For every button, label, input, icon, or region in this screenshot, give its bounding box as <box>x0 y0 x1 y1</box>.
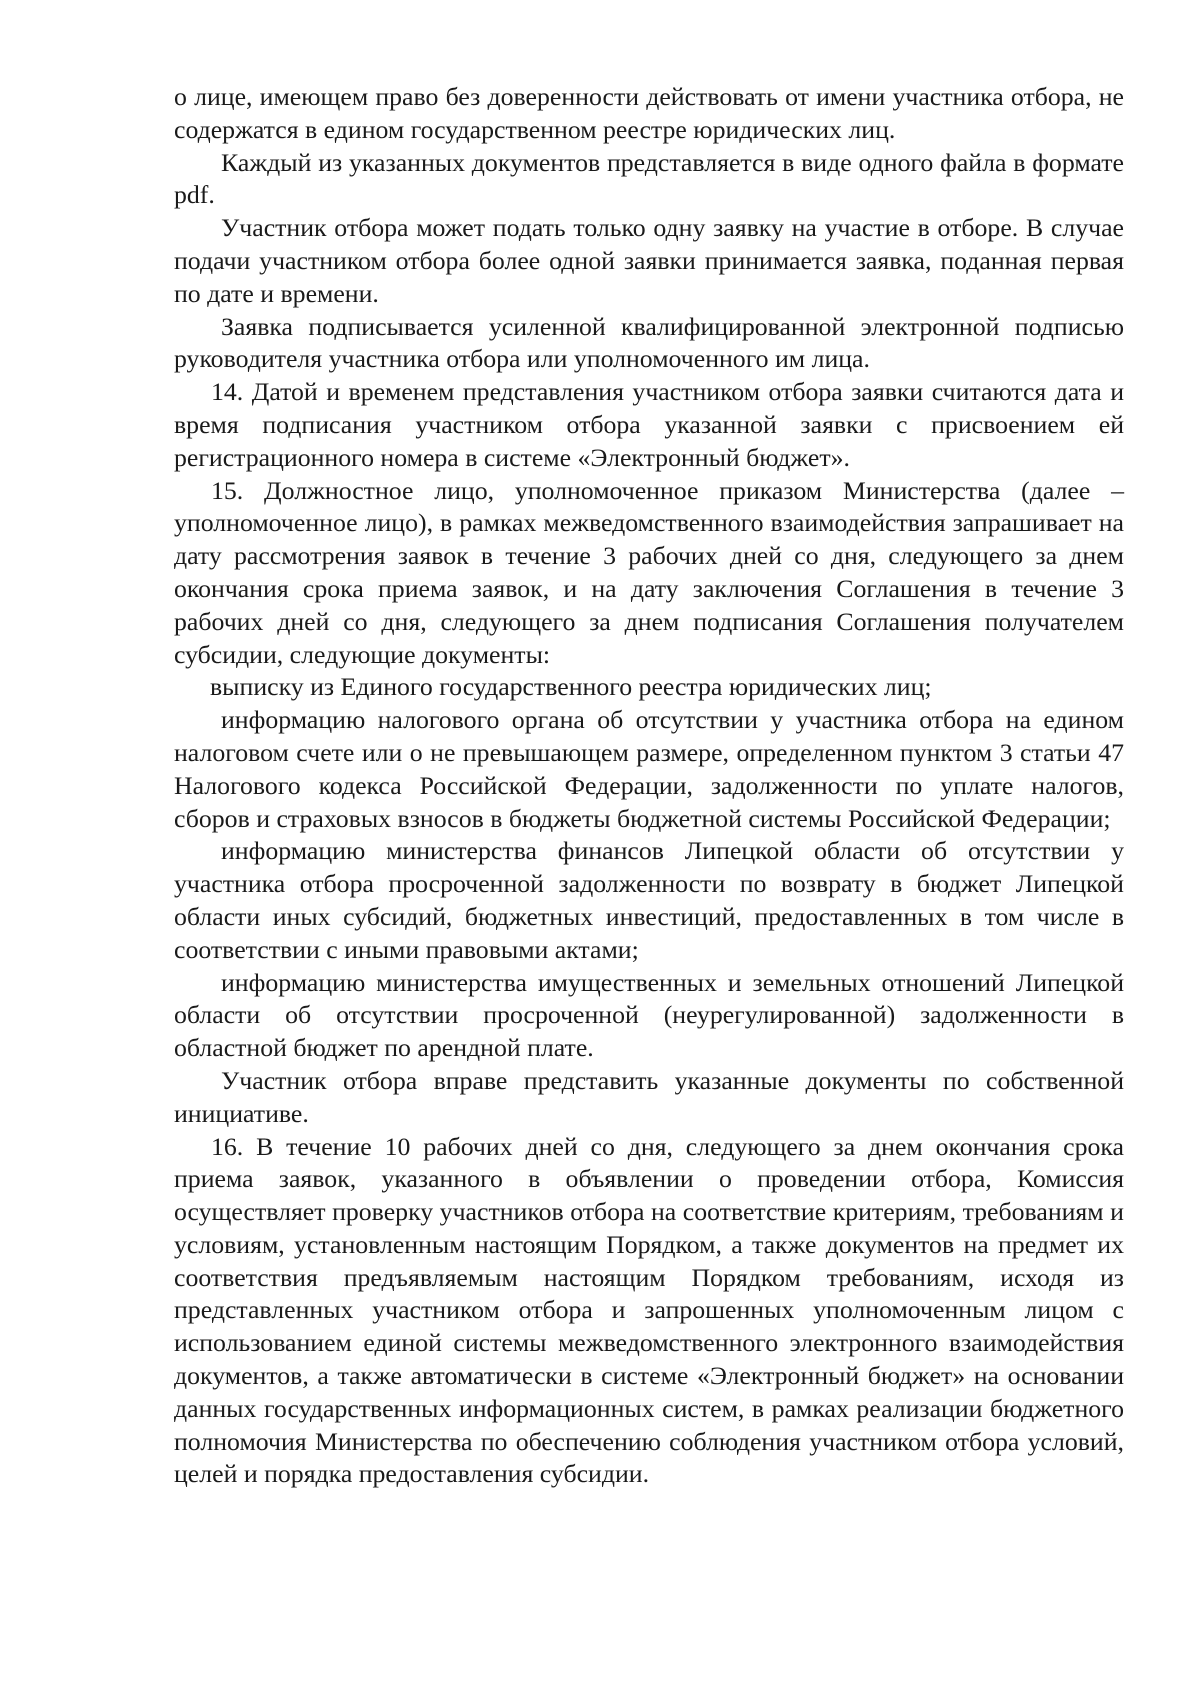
paragraph-item-15: 15. Должностное лицо, уполномоченное приказом Министерства (далее – уполномоченное лицо), в рамках межведомственного взаимодействия запрашивает на дату рассмотрения заявок в течение 3 рабочих дней со дня, следующего за днем окончания срока приема заявок, и на дату заключения Соглашения в течение 3 рабочих дней со дня, следующего за днем подписания Соглашения получателем субсидии, следующие документы: <box>174 475 1124 669</box>
paragraph-tax-info: информацию налогового органа об отсутствии у участника отбора на едином налоговом счете или о не превышающем размере, определенном пунктом 3 статьи 47 Налогового кодекса Российской Федерации, задолженности по уплате налогов, сборов и страховых взносов в бюджеты бюджетной системы Российской Федерации; <box>174 705 1124 833</box>
paragraph-registry-extract: выписку из Единого государственного реестра юридических лиц; <box>210 672 932 702</box>
paragraph-signature: Заявка подписывается усиленной квалифицированной электронной подписью руководителя участника отбора или уполномоченного им лица. <box>174 311 1124 374</box>
paragraph-property-info: информацию министерства имущественных и земельных отношений Липецкой области об отсутствии просроченной (неурегулированной) задолженности в областной бюджет по арендной плате. <box>174 967 1124 1063</box>
paragraph-single-application: Участник отбора может подать только одну заявку на участие в отборе. В случае подачи участником отбора более одной заявки принимается заявка, поданная первая по дате и времени. <box>174 213 1124 308</box>
paragraph-file-format: Каждый из указанных документов представляется в виде одного файла в формате pdf. <box>174 147 1124 210</box>
paragraph-item-14: 14. Датой и временем представления участником отбора заявки считаются дата и время подписания участником отбора указанной заявки с присвоением ей регистрационного номера в системе «Электронный бюджет». <box>174 377 1124 472</box>
paragraph-own-initiative: Участник отбора вправе представить указанные документы по собственной инициативе. <box>174 1065 1124 1128</box>
paragraph-continuation: о лице, имеющем право без доверенности действовать от имени участника отбора, не содержатся в едином государственном реестре юридических лиц. <box>174 82 1124 144</box>
document-page <box>174 81 1124 1491</box>
paragraph-item-16: 16. В течение 10 рабочих дней со дня, следующего за днем окончания срока приема заявок, указанного в объявлении о проведении отбора, Комиссия осуществляет проверку участников отбора на соответствие критериям, требованиям и условиям, установленным настоящим Порядком, а также документов на предмет их соответствия предъявляемым настоящим Порядком требованиям, исходя из представленных участником отбора и запрошенных уполномоченным лицом с использованием единой системы межведомственного электронного взаимодействия документов, а также автоматически в системе «Электронный бюджет» на основании данных государственных информационных систем, в рамках реализации бюджетного полномочия Министерства по обеспечению соблюдения участником отбора условий, целей и порядка предоставления субсидии. <box>174 1131 1124 1489</box>
paragraph-finance-info: информацию министерства финансов Липецкой области об отсутствии у участника отбора просроченной задолженности по возврату в бюджет Липецкой области иных субсидий, бюджетных инвестиций, предоставленных в том числе в соответствии с иными правовыми актами; <box>174 836 1124 964</box>
